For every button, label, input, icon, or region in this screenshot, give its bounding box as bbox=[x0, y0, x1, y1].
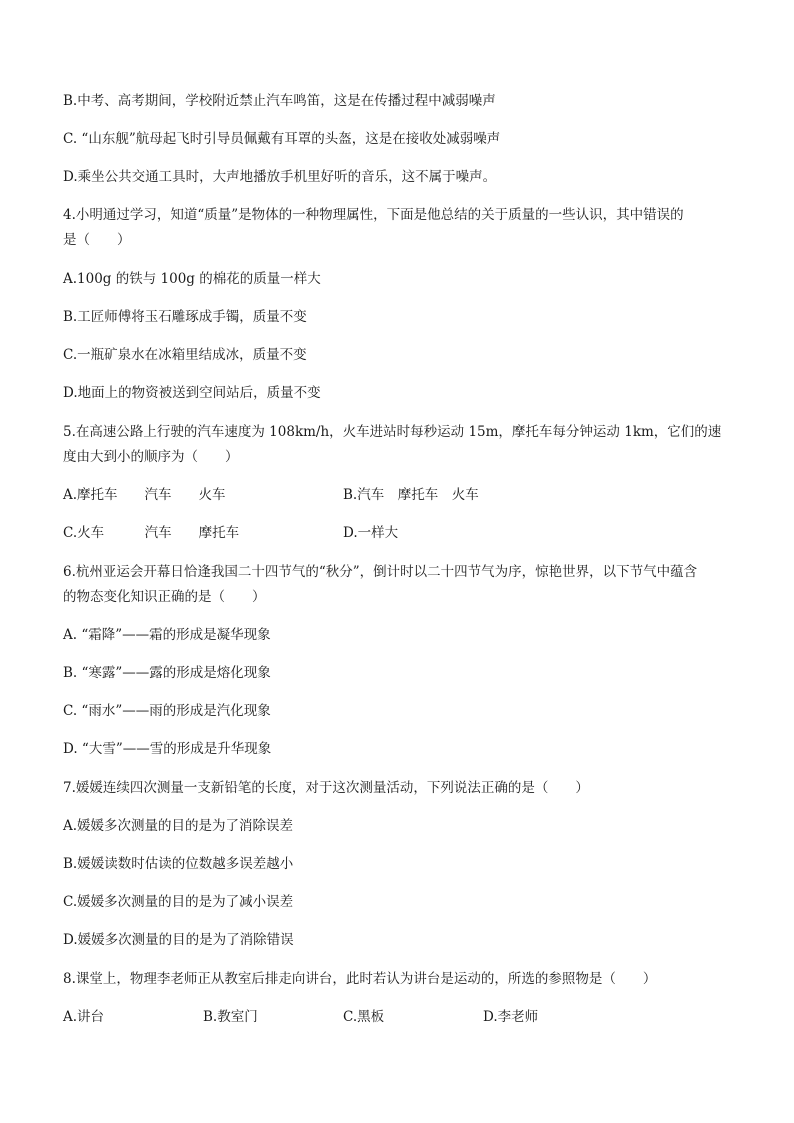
q6-stem-line1: 6.杭州亚运会开幕日恰逢我国二十四节气的“秋分”，倒计时以二十四节气为序，惊艳世界，以下节气中蕴含 bbox=[63, 564, 698, 580]
q5-option-d: D.一样大 bbox=[343, 525, 399, 541]
q5-stem-line1: 5.在高速公路上行驶的汽车速度为 108km/h，火车进站时每秒运动 15m，摩托车每分钟运动 1km，它们的速 bbox=[63, 424, 722, 440]
q4-option-c: C.一瓶矿泉水在冰箱里结成冰，质量不变 bbox=[63, 347, 307, 363]
q3-option-d: D.乘坐公共交通工具时，大声地播放手机里好听的音乐，这不属于噪声。 bbox=[63, 169, 497, 185]
q5-stem-line2: 度由大到小的顺序为（ ） bbox=[63, 449, 239, 465]
q7-option-b: B.媛媛读数时估读的位数越多误差越小 bbox=[63, 856, 294, 872]
q4-stem-line2: 是（ ） bbox=[63, 232, 131, 248]
q8-stem: 8.课堂上，物理李老师正从教室后排走向讲台，此时若认为讲台是运动的，所选的参照物是（ ） bbox=[63, 971, 657, 987]
q8-option-a: A.讲台 bbox=[63, 1009, 105, 1025]
q6-option-d: D. “大雪”——雪的形成是升华现象 bbox=[63, 741, 272, 757]
q6-option-a: A. “霜降”——霜的形成是凝华现象 bbox=[63, 627, 271, 643]
q3-option-b: B.中考、高考期间，学校附近禁止汽车鸣笛，这是在传播过程中减弱噪声 bbox=[63, 93, 496, 109]
q6-stem-line2: 的物态变化知识正确的是（ ） bbox=[63, 589, 266, 605]
q3-option-c: C. “山东舰”航母起飞时引导员佩戴有耳罩的头盔，这是在接收处减弱噪声 bbox=[63, 131, 501, 147]
q6-option-b: B. “寒露”——露的形成是熔化现象 bbox=[63, 665, 271, 681]
q8-option-b: B.教室门 bbox=[203, 1009, 258, 1025]
q4-option-d: D.地面上的物资被送到空间站后，质量不变 bbox=[63, 385, 321, 401]
q5-option-b: B.汽车 摩托车 火车 bbox=[343, 487, 479, 503]
q8-option-c: C.黑板 bbox=[343, 1009, 385, 1025]
q8-option-d: D.李老师 bbox=[483, 1009, 539, 1025]
q7-option-a: A.媛媛多次测量的目的是为了消除误差 bbox=[63, 818, 294, 834]
q5-option-a: A.摩托车 汽车 火车 bbox=[63, 487, 226, 503]
q5-option-c: C.火车 汽车 摩托车 bbox=[63, 525, 240, 541]
q7-option-d: D.媛媛多次测量的目的是为了消除错误 bbox=[63, 932, 294, 948]
q6-option-c: C. “雨水”——雨的形成是汽化现象 bbox=[63, 703, 271, 719]
q4-stem-line1: 4.小明通过学习，知道“质量”是物体的一种物理属性，下面是他总结的关于质量的一些认识，其中错误的 bbox=[63, 207, 684, 223]
q4-option-a: A.100g 的铁与 100g 的棉花的质量一样大 bbox=[63, 271, 321, 287]
q7-option-c: C.媛媛多次测量的目的是为了减小误差 bbox=[63, 894, 294, 910]
q4-option-b: B.工匠师傅将玉石雕琢成手镯，质量不变 bbox=[63, 309, 307, 325]
q7-stem: 7.媛媛连续四次测量一支新铅笔的长度，对于这次测量活动，下列说法正确的是（ ） bbox=[63, 780, 589, 796]
